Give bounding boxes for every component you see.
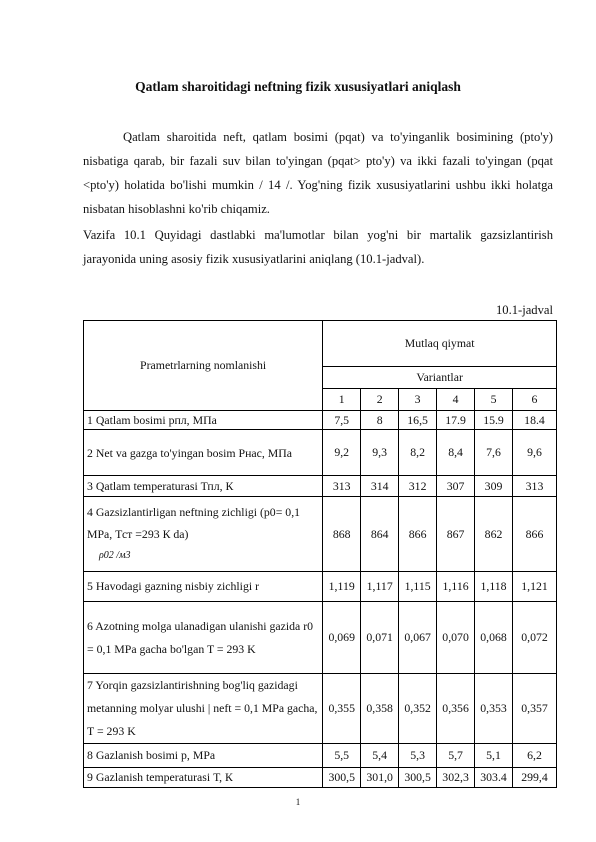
row-value: 7,5 <box>323 411 361 430</box>
row-value: 0,068 <box>475 602 513 674</box>
row-value: 866 <box>513 497 557 572</box>
row-value: 868 <box>323 497 361 572</box>
variant-number: 2 <box>361 389 399 411</box>
row-value: 9,3 <box>361 430 399 476</box>
row-value: 302,3 <box>437 768 475 788</box>
table-caption: 10.1-jadval <box>495 303 553 317</box>
row-value: 0,356 <box>437 674 475 744</box>
row-value: 0,357 <box>513 674 557 744</box>
row-value: 16,5 <box>399 411 437 430</box>
row-value: 0,071 <box>361 602 399 674</box>
row-value: 0,070 <box>437 602 475 674</box>
variant-number: 5 <box>475 389 513 411</box>
row-value: 5,5 <box>323 744 361 768</box>
row-value: 1,115 <box>399 572 437 602</box>
row-label: 3 Qatlam temperaturasi Тпл, К <box>84 476 323 497</box>
row-value: 8,4 <box>437 430 475 476</box>
row-label: 8 Gazlanish bosimi р, MPa <box>84 744 323 768</box>
row-value: 9,6 <box>513 430 557 476</box>
row-value: 5,4 <box>361 744 399 768</box>
row-value: 17.9 <box>437 411 475 430</box>
page-number: 1 <box>295 797 301 807</box>
intro-paragraph: Qatlam sharoitida neft, qatlam bosimi (pqat) va to'yinganlik bosimining (pto'y) nisbatiga qarab, bir fazali suv bilan to'yingan (pqat> pto'y) va ikki fazali to'yingan (pqat <pto'y) holatida bo'lishi mumkin / 14 /. Yog'ning fizik xususiyatlarini ushbu ikki holatga nisbatan hisoblashni ko'rib chiqamiz. <box>83 130 553 216</box>
row-value: 1,117 <box>361 572 399 602</box>
row-value: 864 <box>361 497 399 572</box>
row-value: 8,2 <box>399 430 437 476</box>
row-value: 18.4 <box>513 411 557 430</box>
table-row <box>84 497 557 572</box>
row-value: 1,119 <box>323 572 361 602</box>
row-value: 313 <box>513 476 557 497</box>
row-label: 2 Net va gazga to'yingan bosim Рнас, МПа <box>84 430 323 476</box>
row-value: 301,0 <box>361 768 399 788</box>
row-value: 0,352 <box>399 674 437 744</box>
row-label: 4 Gazsizlantirligan neftning zichligi (р0= 0,1 MPa, Тст =293 К da) <box>87 505 301 541</box>
density-symbol: ρ02 /м3 <box>99 550 131 561</box>
row-label: 6 Azotning molga ulanadigan ulanishi gazida r0 = 0,1 MPa gacha bo'lgan T = 293 K <box>84 602 323 674</box>
row-value: 9,2 <box>323 430 361 476</box>
row-label: 5 Havodagi gazning nisbiy zichligi r <box>84 572 323 602</box>
row-value: 300,5 <box>323 768 361 788</box>
row-value: 8 <box>361 411 399 430</box>
row-value: 0,067 <box>399 602 437 674</box>
param-header: Prametrlarning nomlanishi <box>84 321 323 411</box>
row-value: 866 <box>399 497 437 572</box>
row-value: 0,069 <box>323 602 361 674</box>
task-paragraph: Vazifa 10.1 Quyidagi dastlabki ma'lumotlar bilan yog'ni bir martalik gazsizlantirish jarayonida uning asosiy fizik xususiyatlarini aniqlang (10.1-jadval). <box>83 228 553 266</box>
row-value: 313 <box>323 476 361 497</box>
page-title: Qatlam sharoitidagi neftning fizik xususiyatlari aniqlash <box>135 79 461 94</box>
row-label: 1 Qatlam bosimi pпл, МПа <box>84 411 323 430</box>
variant-number: 3 <box>399 389 437 411</box>
row-value: 5,1 <box>475 744 513 768</box>
row-label: 7 Yorqin gazsizlantirishning bog'liq gazidagi metanning molyar ulushi | neft = 0,1 MPa gacha, T = 293 K <box>84 674 323 744</box>
table-row <box>84 476 557 497</box>
row-label: 9 Gazlanish temperaturasi Т, К <box>84 768 323 788</box>
row-value: 0,072 <box>513 602 557 674</box>
row-value: 5,7 <box>437 744 475 768</box>
row-value: 1,118 <box>475 572 513 602</box>
table-row <box>84 602 557 674</box>
row-value: 15.9 <box>475 411 513 430</box>
row-value: 1,116 <box>437 572 475 602</box>
row-value: 867 <box>437 497 475 572</box>
row-value: 1,121 <box>513 572 557 602</box>
table-row <box>84 768 557 788</box>
row-value: 307 <box>437 476 475 497</box>
row-value: 7,6 <box>475 430 513 476</box>
row-value: 0,353 <box>475 674 513 744</box>
table-row <box>84 744 557 768</box>
variant-number: 6 <box>513 389 557 411</box>
row-value: 6,2 <box>513 744 557 768</box>
variant-number: 1 <box>323 389 361 411</box>
table-row <box>84 430 557 476</box>
row-value: 312 <box>399 476 437 497</box>
variants-header: Variantlar <box>323 367 557 389</box>
row-value: 862 <box>475 497 513 572</box>
table-row <box>84 572 557 602</box>
row-value: 0,358 <box>361 674 399 744</box>
table-row <box>84 674 557 744</box>
row-value: 0,355 <box>323 674 361 744</box>
table-row <box>84 411 557 430</box>
variant-number: 4 <box>437 389 475 411</box>
row-value: 309 <box>475 476 513 497</box>
row-value: 5,3 <box>399 744 437 768</box>
row-value: 314 <box>361 476 399 497</box>
abs-header: Mutlaq qiymat <box>323 321 557 367</box>
row-value: 299,4 <box>513 768 557 788</box>
row-value: 303.4 <box>475 768 513 788</box>
parameters-table <box>83 320 557 788</box>
row-value: 300,5 <box>399 768 437 788</box>
